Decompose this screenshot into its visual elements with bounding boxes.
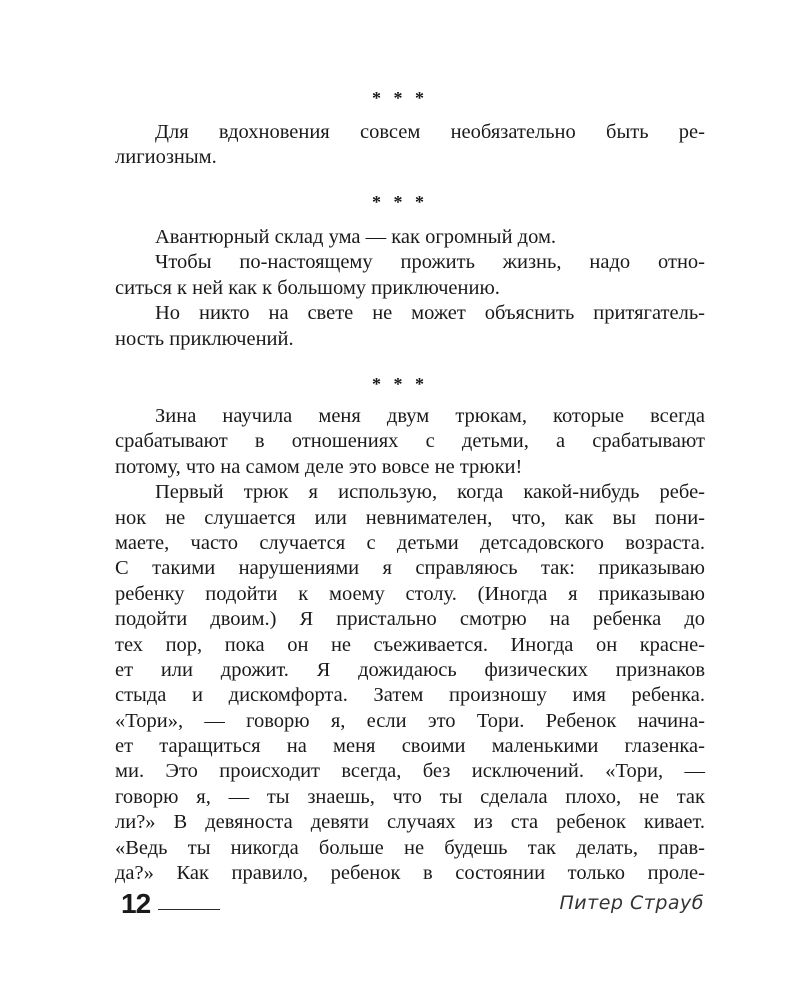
text-line: Чтобы по-настоящему прожить жизнь, надо отно- [155,251,705,274]
section-separator: * * * [372,374,428,394]
text-line: «Тори», — говорю я, если это Тори. Ребенок начина- [115,709,705,732]
text-line: срабатывают в отношениях с детьми, а срабатывают [115,430,705,453]
section-separator: * * * [372,88,428,108]
text-line: нок не слушается или невнимателен, что, как вы пони- [115,506,705,529]
text-line: да?» Как правило, ребенок в состоянии только проле- [115,862,705,885]
text-line: стыда и дискомфорта. Затем произношу имя ребенка. [115,684,705,707]
text-line: потому, что на самом деле это вовсе не трюки! [115,455,523,478]
text-line: Зина научила меня двум трюкам, которые всегда [155,405,705,427]
text-line: ми. Это происходит всегда, без исключений. «Тори, — [115,760,705,783]
text-line: Но никто на свете не может объяснить притягатель- [155,302,705,325]
text-line: ситься к ней как к большому приключению. [115,276,500,299]
text-line: говорю я, — ты знаешь, что ты сделала плохо, не так [115,785,705,808]
footer-rule [158,909,220,910]
text-line: Первый трюк я использую, когда какой-нибудь ребе- [155,481,705,504]
paragraph-1 [115,120,705,171]
text-line: ность приключений. [115,327,294,350]
text-line: подойти двоим.) Я пристально смотрю на ребенка до [115,608,705,631]
text-line: «Ведь ты никогда больше не будешь так делать, прав- [115,836,705,859]
text-line: тех пор, пока он не съеживается. Иногда он краснe- [115,633,705,656]
running-title: Питер Страуб [559,892,704,914]
text-line: ребенку подойти к моему столу. (Иногда я приказываю [115,582,705,605]
text-line: ет таращиться на меня своими маленькими глазенка- [115,735,705,758]
text-line: ли?» В девяноста девяти случаях из ста ребенок кивает. [115,811,705,834]
text-line: маете, часто случается с детьми детсадовского возраста. [115,531,705,554]
text-line: Для вдохновения совсем необязательно быть ре- [155,121,705,143]
text-line: Авантюрный склад ума — как огромный дом. [155,226,557,248]
text-line: ет или дрожит. Я дожидаюсь физических признаков [115,658,705,681]
text-line: С такими нарушениями я справляюсь так: приказываю [115,557,705,580]
page-number: 12 [121,888,151,919]
section-separator: * * * [372,192,428,212]
section-3 [115,404,705,886]
text-line: лигиозным. [115,146,217,169]
section-2 [115,225,705,352]
